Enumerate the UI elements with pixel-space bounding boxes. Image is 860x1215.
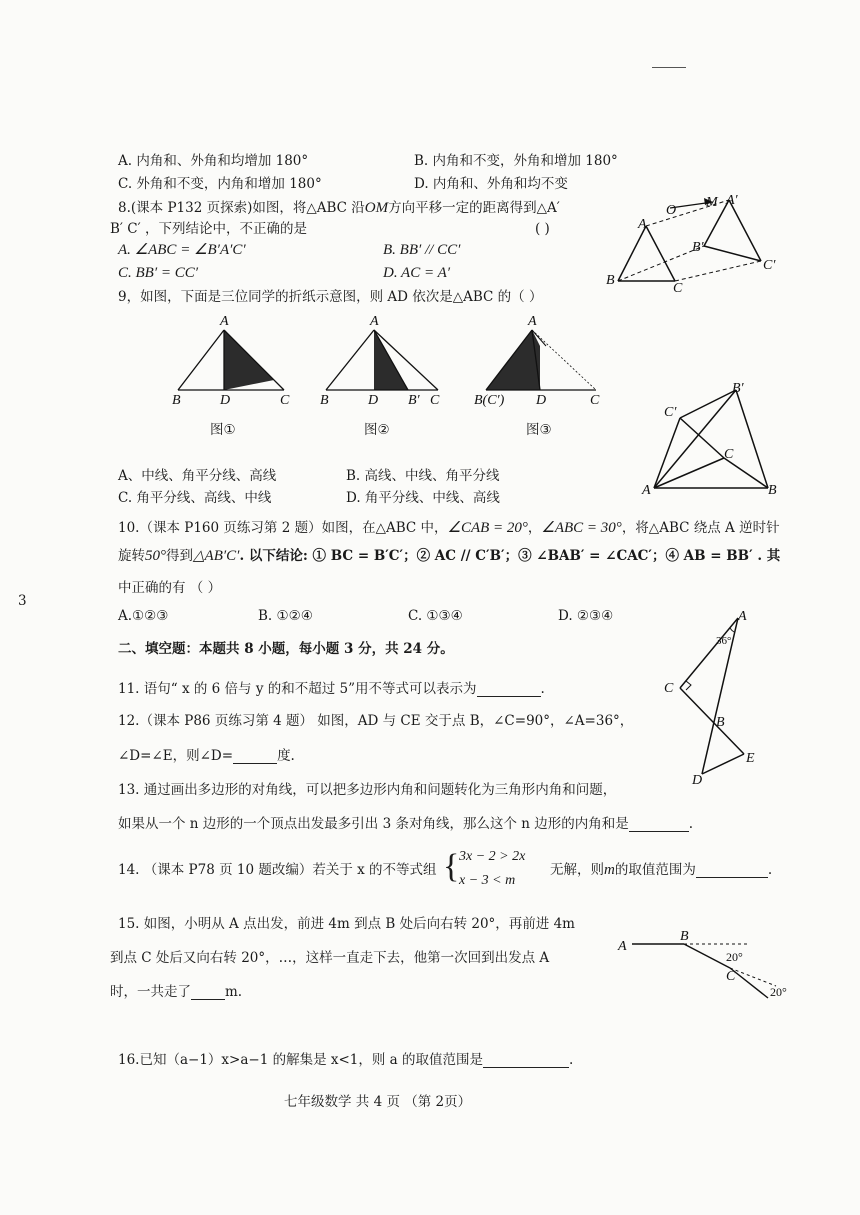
q15-figure	[618, 929, 818, 1002]
q9f3-label-D: D	[536, 393, 547, 408]
q13-answer-blank[interactable]	[629, 817, 689, 832]
scan-mark	[652, 67, 686, 68]
q9-option-d: D. 角平分线、中线、高线	[346, 490, 500, 506]
q9f2-label-A: A	[370, 314, 379, 329]
q9-option-a: A、中线、角平分线、高线	[118, 468, 277, 484]
q13-stem-line1: 13. 通过画出多边形的对角线，可以把多边形内角和问题转化为三角形内角和问题，	[118, 782, 617, 798]
q7-option-c: C. 外角和不变，内角和增加 180°	[118, 176, 322, 192]
q8-label-B: B	[606, 273, 615, 288]
q13-stem-line2: 如果从一个 n 边形的一个顶点出发最多引出 3 条对角线，那么这个 n 边形的内角和是 .	[118, 816, 694, 832]
q10-option-b: B. ①②④	[258, 608, 313, 624]
q15-label-angle-2: 20°	[770, 985, 787, 999]
q10-label-A: A	[642, 483, 651, 498]
q10-label-B: B	[768, 483, 777, 498]
q15-label-B: B	[680, 929, 689, 944]
q12-stem-line1: 12.（课本 P86 页练习第 4 题） 如图，AD 与 CE 交于点 B，∠C=90°，∠A=36°，	[118, 713, 634, 729]
q10-option-a: A.①②③	[118, 608, 169, 624]
q8-option-a: A. ∠ABC = ∠B′A′C′	[118, 242, 246, 258]
q14-stem-post: 无解，则m的取值范围为 .	[550, 862, 773, 878]
q9f3-label-BC: B(C′)	[474, 393, 505, 408]
q16-answer-blank[interactable]	[483, 1053, 569, 1068]
q8-option-d: D. AC = A′	[383, 265, 451, 281]
q7-option-a: A. 内角和、外角和均增加 180°	[118, 153, 309, 169]
q12-stem-line2: ∠D=∠E，则∠D= 度.	[118, 748, 295, 764]
q12-figure	[664, 606, 764, 786]
q8-answer-paren: ( )	[535, 221, 550, 237]
q8-option-c: C. BB′ = CC′	[118, 265, 199, 281]
q15-label-angle-1: 20°	[726, 950, 743, 964]
q9f2-label-D: D	[368, 393, 379, 408]
q15-answer-blank[interactable]	[191, 985, 225, 1000]
q9f1-label-B: B	[172, 393, 181, 408]
q8-figure	[598, 188, 798, 298]
q8-label-C2: C′	[763, 258, 776, 273]
q14-ineq-1: 3x − 2 > 2x	[459, 849, 526, 864]
q14-ineq-2: x − 3 < m	[459, 873, 516, 888]
q15-label-C: C	[726, 969, 736, 984]
q12-answer-blank[interactable]	[233, 749, 277, 764]
q14-brace: {	[443, 848, 460, 885]
q10-figure	[640, 382, 790, 502]
q8-label-A2: A′	[726, 193, 738, 208]
q11-stem: 11. 语句“ x 的 6 倍与 y 的和不超过 5”用不等式可以表示为 .	[118, 681, 545, 697]
q8-option-b: B. BB′ // CC′	[383, 242, 461, 258]
q8-label-A: A	[638, 217, 647, 232]
q9-caption-1: 图①	[210, 422, 236, 438]
q12-label-E: E	[746, 751, 755, 766]
q12-label-B: B	[716, 715, 725, 730]
q12-label-angle: 36°	[716, 635, 732, 647]
q9f1-label-A: A	[220, 314, 229, 329]
q9f2-label-B: B	[320, 393, 329, 408]
q8-stem-line1: 8.(课本 P132 页探索)如图，将△ABC 沿OM方向平移一定的距离得到△A′	[118, 200, 560, 216]
q7-option-b: B. 内角和不变，外角和增加 180°	[414, 153, 618, 169]
q9-stem: 9，如图，下面是三位同学的折纸示意图，则 AD 依次是△ABC 的（ ）	[118, 289, 543, 305]
q9-figure-1	[170, 316, 300, 406]
q15-stem-line3: 时，一共走了 m.	[110, 984, 243, 1000]
q10-label-C2: C′	[664, 405, 677, 420]
q10-stem-line2: 旋转50°得到△AB′C′. 以下结论: ① BC = B′C′；② AC // C′B′；③ ∠BAB′ = ∠CAC′；④ AB = BB′ . 其	[118, 548, 781, 564]
q9-caption-2: 图②	[364, 422, 390, 438]
page-footer: 七年级数学 共 4 页 （第 2页）	[284, 1094, 472, 1110]
q16-stem: 16.已知（a−1）x>a−1 的解集是 x<1，则 a 的取值范围是 .	[118, 1052, 574, 1068]
q10-option-c: C. ①③④	[408, 608, 463, 624]
q9-figure-3	[474, 314, 620, 408]
q8-label-C: C	[673, 281, 683, 296]
q9-caption-3: 图③	[526, 422, 552, 438]
q8-stem-line2: B′ C′ ，下列结论中，不正确的是	[110, 221, 307, 237]
q9-option-c: C. 角平分线、高线、中线	[118, 490, 272, 506]
q15-stem-line1: 15. 如图，小明从 A 点出发，前进 4m 到点 B 处后向右转 20°，再前进 4m	[118, 916, 575, 932]
q9-figure-2	[318, 316, 458, 406]
q9f1-label-C: C	[280, 393, 290, 408]
q9-option-b: B. 高线、中线、角平分线	[346, 468, 500, 484]
q8-label-M: M	[706, 195, 718, 210]
q12-label-D: D	[692, 773, 703, 788]
q9f2-label-B2: B′	[408, 393, 420, 408]
q9f3-label-A: A	[528, 314, 537, 329]
q14-stem-pre: 14. （课本 P78 页 10 题改编）若关于 x 的不等式组	[118, 862, 437, 878]
q11-answer-blank[interactable]	[477, 682, 541, 697]
q9f1-label-D: D	[220, 393, 231, 408]
q9f3-label-C: C	[590, 393, 600, 408]
q15-label-A: A	[618, 939, 627, 954]
q7-option-d: D. 内角和、外角和均不变	[414, 176, 568, 192]
q10-stem-line3: 中正确的有 （ ）	[118, 580, 222, 596]
q9f2-label-C: C	[430, 393, 440, 408]
q10-option-d: D. ②③④	[558, 608, 614, 624]
q10-stem-line1: 10.（课本 P160 页练习第 2 题）如图，在△ABC 中，∠CAB = 20°，∠ABC = 30°，将△ABC 绕点 A 逆时针	[118, 520, 780, 536]
q8-label-O: O	[666, 203, 677, 218]
q10-label-C: C	[724, 447, 734, 462]
q12-label-A: A	[738, 609, 747, 624]
q14-answer-blank[interactable]	[696, 863, 768, 878]
q8-label-B2: B′	[692, 240, 704, 255]
q12-label-C: C	[664, 681, 674, 696]
q10-label-B2: B′	[732, 381, 744, 396]
q15-stem-line2: 到点 C 处后又向右转 20°，…，这样一直走下去，他第一次回到出发点 A	[110, 950, 550, 966]
section-2-heading: 二、填空题：本题共 8 小题，每小题 3 分，共 24 分。	[118, 641, 454, 657]
margin-mark: 3	[18, 593, 27, 609]
